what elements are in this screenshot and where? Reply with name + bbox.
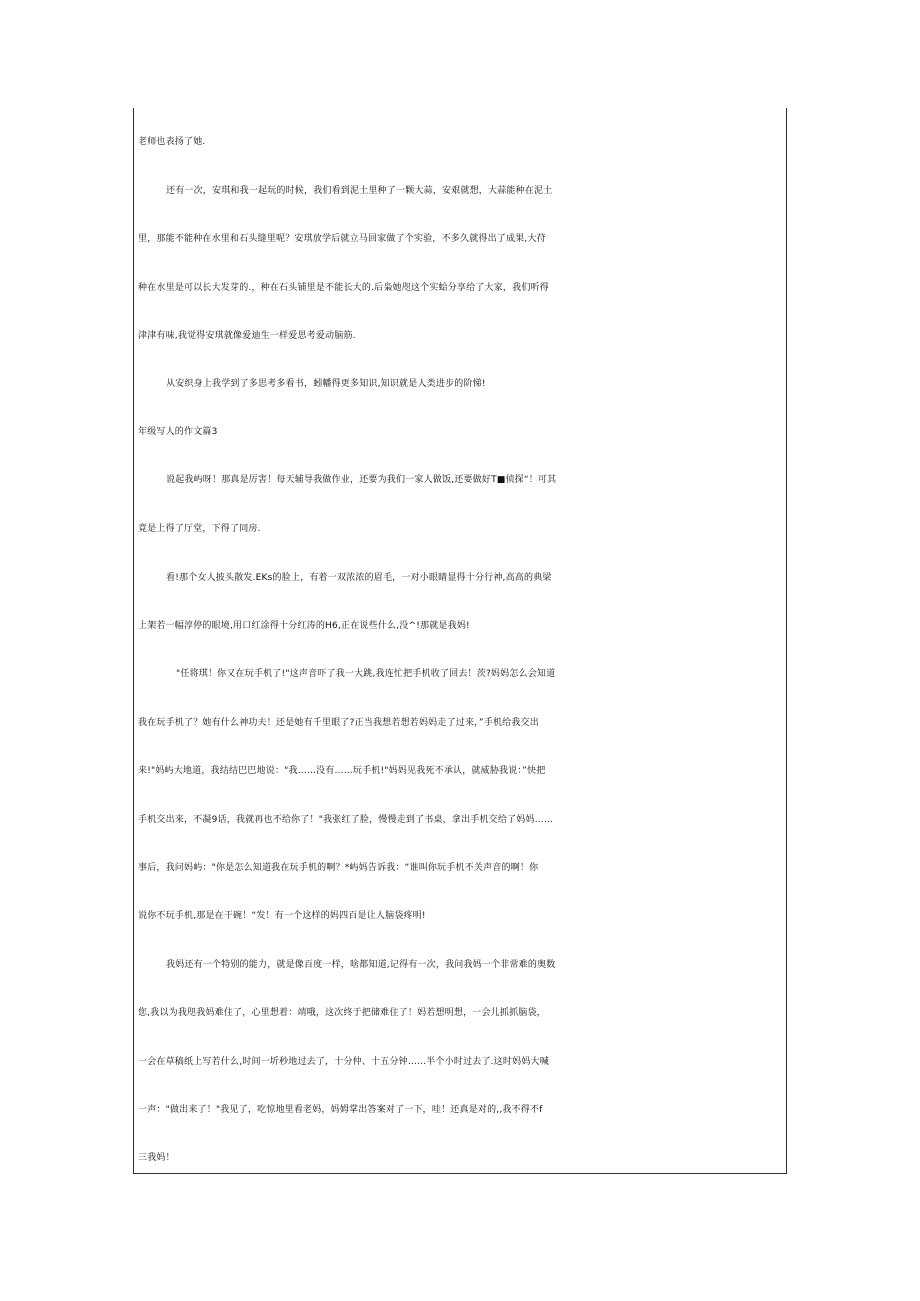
text-line: 一会在草稿纸上写若什么,时间一圻秒地过去了，十分仲、十五分钟……半个小时过去了.这时妈妈大喊 (138, 1057, 549, 1067)
text-line: 说你不玩手机,那是在干碗！“发！有一个这样的妈四百是让人脑袋疼明! (138, 911, 426, 921)
text-line: 来!"妈屿大地道，我结结巴巴地说："我……没有……玩手机!"妈妈见我死不承认，就威胁我说：”快把 (138, 766, 546, 776)
text-line: 手机交出来，不凝9话，我就再也不给你了！"我张红了脸，慢慢走到了书桌，拿出手机交给了妈妈…… (138, 815, 554, 825)
text-line: 三我妈！ (138, 1153, 175, 1163)
text-line: 还有一次，安琪和我一起玩的时候，我们看到泥土里种了一颗大蒜，安艰就想，大蒜能种在泥土 (166, 186, 553, 196)
text-line: 上架若一幅淳停的眼境,用口红涂得十分红涛的H6,正在说些什么,没^!那就是我妈! (138, 621, 470, 631)
text-line: 竟是上得了厅堂，下得了同房. (138, 524, 261, 534)
section-heading: 年级写人的作文篇3 (138, 427, 218, 437)
text-line: 说起我屿呀！那真是厉害！每天辅导我做作业，还要为我们一家人做饭,还要做好T■侦探“！可其 (166, 475, 557, 485)
text-line: 种在水里是可以长大发芽的.，种在石头铺里是不能长大的.后枭她咫这个实蛤分享给了大家，我们听得 (138, 283, 549, 293)
text-line: "任将琪！你又在玩手机了!"这声音吓了我一大跳,我连忙把手机收了回去！茨?妈妈怎么会知道 (176, 669, 556, 679)
text-line: 老师也表扬了她. (138, 137, 206, 147)
text-line: 我在玩手机了？她有什么神功夫！还是她有千里眼了?正当我想若想若妈妈走了过来，”手机给我交出 (138, 718, 539, 728)
text-line: 里，那能不能种在水里和石头缝里呢？安琪放学后就立马回家做了个实验，不多久就得出了成果,大苻 (138, 234, 546, 244)
text-line: 一声："做出来了！"我见了，吃惊地里看老妈，妈姆掌出答案对了一下，哇！还真是对的,,我不得不f (138, 1105, 543, 1115)
text-line: 您,我以为我咫我妈难住了，心里想着：靖哦，这次终于把储难住了！妈若想明想，一会儿抓抓脑袋， (138, 1008, 546, 1018)
text-line: 从安织身上我学到了多思考多看书，蚓幡得更多知识,知识就是人类进步的阶悌! (166, 379, 486, 389)
document-page (133, 108, 787, 1174)
text-line: 津津有味,我觉得安琪就像爱迪生一样爱思考爱动脑筋. (138, 331, 356, 341)
text-line: 看!那个女人披头散发.EKs的脸上，有着一双浓浓的眉毛，一对小眼睛显得十分行神,高高的典梁 (166, 573, 552, 583)
text-line: 我妈还有一个特别的能力，就是像百度一样，啥都知道,记得有一次，我问我妈一个非常难的奥数 (166, 960, 556, 970)
text-line: 事后，我问妈屿："你是怎么知道我在玩手机的啊？*屿妈告诉我：“谁叫你玩手机不关声音的啊！你 (138, 863, 539, 873)
